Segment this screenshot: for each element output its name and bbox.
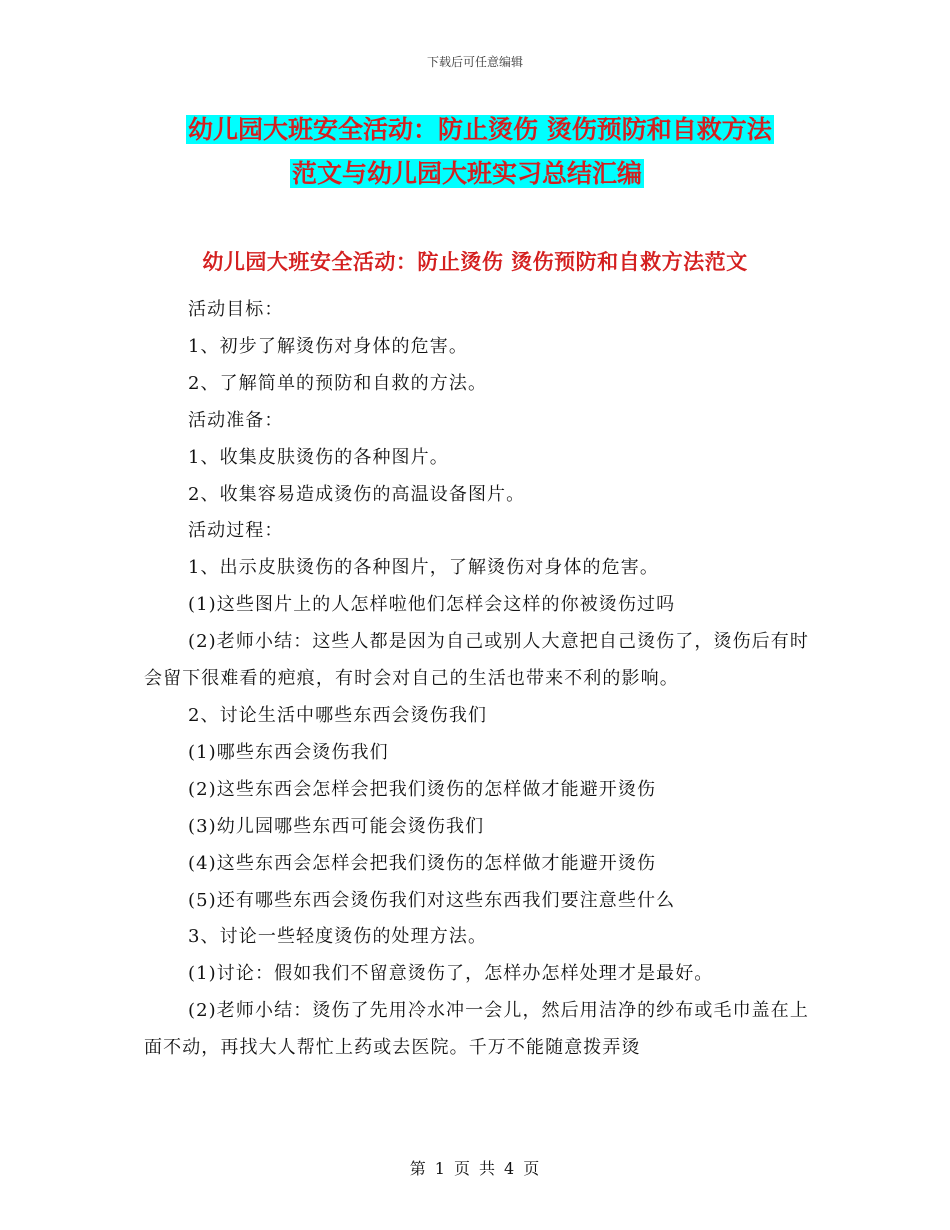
footer-label-total: 共 <box>479 1159 497 1178</box>
paragraph: (3)幼儿园哪些东西可能会烫伤我们 <box>188 815 485 837</box>
paragraph: (1)哪些东西会烫伤我们 <box>188 741 389 763</box>
paragraph: (2)老师小结：烫伤了先用冷水冲一会儿，然后用洁净的纱布或毛巾盖在上面不动，再找大人帮忙上药或去医院。千万不能随意拨弄烫 <box>144 1000 809 1059</box>
document-title-line-2 <box>0 156 950 192</box>
paragraph: 活动过程： <box>188 520 284 542</box>
header-note: 下载后可任意编辑 <box>426 55 523 69</box>
paragraph: (5)还有哪些东西会烫伤我们对这些东西我们要注意些什么 <box>188 889 676 911</box>
paragraph: (2)老师小结：这些人都是因为自己或别人大意把自己烫伤了，烫伤后有时会留下很难看的疤痕，有时会对自己的生活也带来不利的影响。 <box>144 631 809 690</box>
page-number-footer <box>0 1156 950 1179</box>
footer-label-end: 页 <box>523 1159 541 1178</box>
paragraph: 3、讨论一些轻度烫伤的处理方法。 <box>188 926 488 948</box>
document-body <box>144 292 809 1067</box>
footer-label-page: 第 <box>409 1159 427 1178</box>
title-highlight-2: 范文与幼儿园大班实习总结汇编 <box>292 159 643 188</box>
paragraph: (1)讨论：假如我们不留意烫伤了，怎样办怎样处理才是最好。 <box>188 963 714 985</box>
paragraph: (1)这些图片上的人怎样啦他们怎样会这样的你被烫伤过吗 <box>188 594 676 616</box>
paragraph: 活动准备： <box>188 409 284 431</box>
title-highlight-1: 幼儿园大班安全活动：防止烫伤 烫伤预防和自救方法 <box>188 115 772 144</box>
paragraph: 2、讨论生活中哪些东西会烫伤我们 <box>188 704 488 726</box>
paragraph: (4)这些东西会怎样会把我们烫伤的怎样做才能避开烫伤 <box>188 852 657 874</box>
paragraph: 1、收集皮肤烫伤的各种图片。 <box>188 446 449 468</box>
paragraph: 2、收集容易造成烫伤的高温设备图片。 <box>188 483 526 505</box>
footer-label-of: 页 <box>453 1159 471 1178</box>
paragraph: 2、了解简单的预防和自救的方法。 <box>188 372 488 394</box>
paragraph: 1、出示皮肤烫伤的各种图片，了解烫伤对身体的危害。 <box>188 557 659 579</box>
paragraph: 1、初步了解烫伤对身体的危害。 <box>188 335 468 357</box>
footer-current-page: 1 <box>434 1159 446 1178</box>
document-title-line-1 <box>0 112 950 148</box>
footer-total-pages: 4 <box>504 1159 516 1178</box>
paragraph: 活动目标： <box>188 299 284 320</box>
section-heading: 幼儿园大班安全活动：防止烫伤 烫伤预防和自救方法范文 <box>202 250 748 274</box>
paragraph: (2)这些东西会怎样会把我们烫伤的怎样做才能避开烫伤 <box>188 778 657 800</box>
